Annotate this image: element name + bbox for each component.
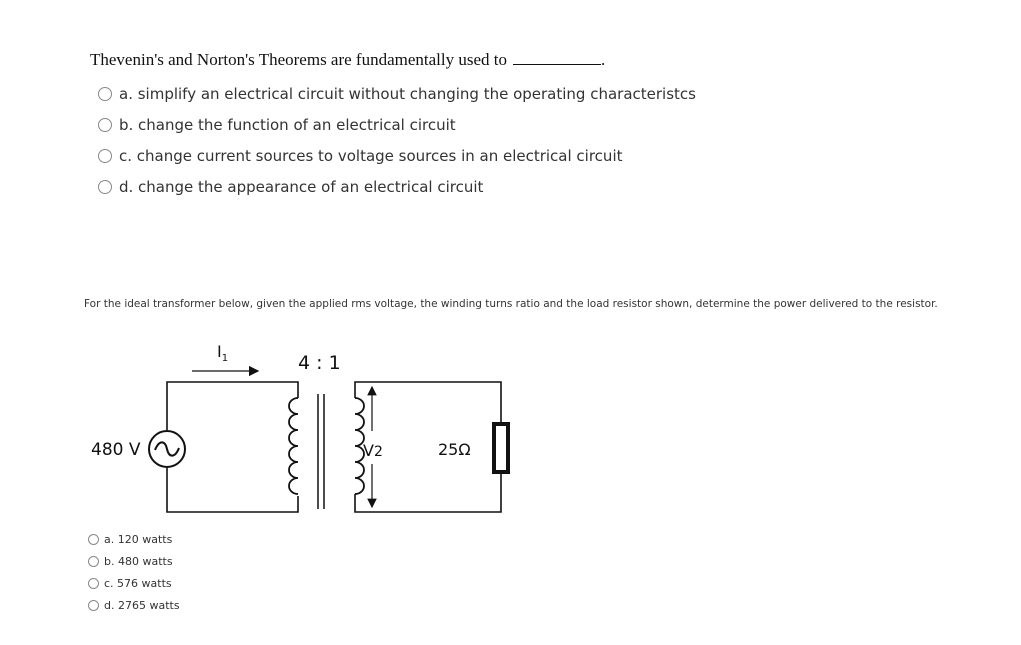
primary-bottom-wire (167, 468, 298, 512)
question2-option-b[interactable] (88, 555, 173, 568)
question2-option-a[interactable] (88, 533, 172, 546)
option-label: a. simplify an electrical circuit without changing the operating characteristcs (119, 85, 696, 103)
primary-winding-icon (289, 398, 298, 494)
sine-wave-icon (155, 442, 179, 455)
question2-prompt: For the ideal transformer below, given the applied rms voltage, the winding turns ratio and the load resistor shown, determine the power delivered to the resistor. (84, 298, 938, 310)
resistor-icon (494, 424, 508, 472)
load-resistance-label: 25Ω (438, 440, 471, 459)
radio-button[interactable] (88, 534, 99, 545)
radio-button[interactable] (88, 556, 99, 567)
radio-button[interactable] (88, 578, 99, 589)
question2-option-c[interactable] (88, 577, 172, 590)
question1-prompt: Thevenin's and Norton's Theorems are fundamentally used to . (90, 50, 606, 69)
question1-text: Thevenin's and Norton's Theorems are fundamentally used to (90, 50, 508, 69)
option-label: b. change the function of an electrical circuit (119, 116, 456, 134)
option-label: c. 576 watts (104, 577, 172, 590)
option-label: c. change current sources to voltage sources in an electrical circuit (119, 147, 623, 165)
primary-top-wire (167, 382, 298, 430)
current-label: $I_1$ (217, 342, 229, 364)
radio-button[interactable] (88, 600, 99, 611)
option-label: a. 120 watts (104, 533, 173, 546)
option-label: b. 480 watts (104, 555, 173, 568)
secondary-voltage-label: V2 (363, 441, 383, 460)
option-label: d. change the appearance of an electrical circuit (119, 178, 484, 196)
source-voltage-label: 480 V (91, 440, 141, 460)
turns-ratio-label: 4 : 1 (298, 352, 341, 374)
secondary-bottom-wire (355, 472, 501, 512)
option-label: d. 2765 watts (104, 599, 180, 612)
secondary-top-wire (355, 382, 501, 424)
question2-option-d[interactable] (88, 599, 180, 612)
